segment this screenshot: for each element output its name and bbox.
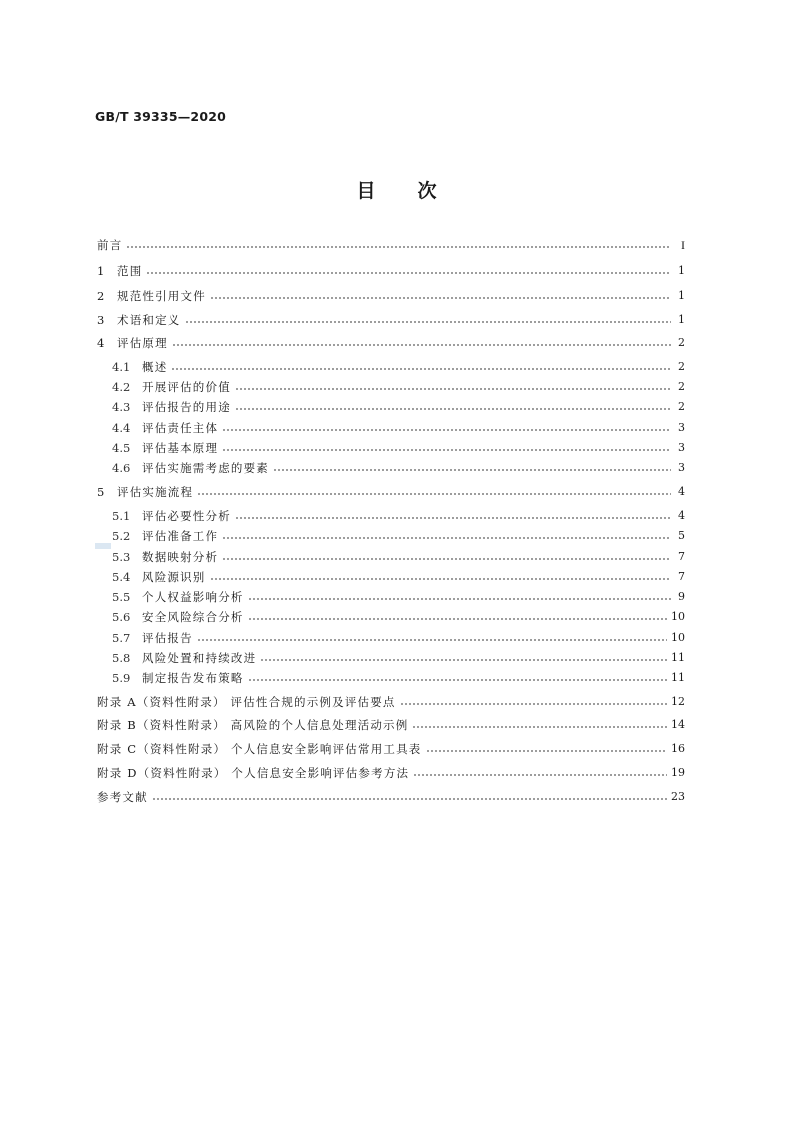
- toc-entry-number: 4.3: [112, 400, 131, 414]
- toc-dot-leader: [152, 798, 667, 800]
- toc-entry[interactable]: [112, 397, 685, 417]
- toc-dot-leader: [185, 321, 672, 323]
- toc-entry-page: 3: [678, 441, 685, 454]
- toc-dot-leader: [172, 344, 671, 346]
- toc-entry-number: 4.1: [112, 360, 131, 374]
- toc-entry-page: 10: [671, 610, 685, 623]
- toc-entry-label: 评估实施流程: [117, 485, 194, 499]
- toc-entry-label: 附录 D（资料性附录） 个人信息安全影响评估参考方法: [97, 766, 410, 780]
- standard-code: GB/T 39335—2020: [95, 109, 227, 124]
- toc-entry[interactable]: [112, 418, 685, 438]
- toc-entry-label: 术语和定义: [117, 313, 181, 327]
- toc-entry-page: 19: [671, 766, 685, 779]
- toc-entry-page: 23: [671, 790, 685, 803]
- toc-entry-number: 4.5: [112, 441, 131, 455]
- toc-dot-leader: [260, 659, 667, 661]
- toc-entry-label: 开展评估的价值: [142, 380, 231, 394]
- toc-dot-leader: [222, 429, 671, 431]
- toc-entry[interactable]: [112, 587, 685, 607]
- toc-entry-label: 规范性引用文件: [117, 289, 206, 303]
- toc-dot-leader: [235, 408, 671, 410]
- toc-entry[interactable]: [97, 261, 685, 281]
- toc-entry-page: 7: [678, 550, 685, 563]
- toc-entry-label: 评估基本原理: [142, 441, 219, 455]
- toc-entry-page: 3: [678, 461, 685, 474]
- toc-dot-leader: [146, 272, 671, 274]
- toc-entry-page: 11: [671, 671, 685, 684]
- toc-entry-number: 4.4: [112, 421, 131, 435]
- toc-dot-leader: [426, 750, 667, 752]
- toc-entry-label: 范围: [117, 264, 143, 278]
- toc-entry[interactable]: [112, 648, 685, 668]
- toc-entry-label: 附录 B（资料性附录） 高风险的个人信息处理活动示例: [97, 718, 409, 732]
- toc-dot-leader: [222, 537, 671, 539]
- toc-entry[interactable]: [97, 482, 685, 502]
- toc-dot-leader: [248, 598, 671, 600]
- toc-entry-number: 5.1: [112, 509, 131, 523]
- toc-entry[interactable]: [112, 628, 685, 648]
- toc-dot-leader: [273, 469, 671, 471]
- toc-entry-page: 2: [678, 400, 685, 413]
- toc-entry-number: 1: [97, 264, 105, 278]
- toc-entry[interactable]: [112, 526, 685, 546]
- toc-entry-page: 3: [678, 421, 685, 434]
- toc-entry[interactable]: [97, 333, 685, 353]
- toc-entry[interactable]: [112, 506, 685, 526]
- toc-entry[interactable]: [97, 787, 685, 807]
- toc-entry-page: I: [681, 238, 685, 252]
- toc-dot-leader: [126, 246, 671, 248]
- toc-entry[interactable]: [97, 715, 685, 735]
- toc-entry-label: 评估报告的用途: [142, 400, 231, 414]
- toc-dot-leader: [197, 639, 667, 641]
- toc-dot-leader: [171, 368, 671, 370]
- toc-entry[interactable]: [112, 547, 685, 567]
- toc-entry[interactable]: [112, 668, 685, 688]
- toc-dot-leader: [248, 679, 667, 681]
- toc-entry-label: 概述: [142, 360, 168, 374]
- toc-entry-page: 1: [678, 289, 685, 302]
- toc-entry[interactable]: [97, 310, 685, 330]
- toc-entry-number: 5: [97, 485, 105, 499]
- toc-entry-page: 2: [678, 380, 685, 393]
- toc-entry-number: 5.7: [112, 631, 131, 645]
- toc-dot-leader: [412, 726, 667, 728]
- toc-entry[interactable]: [112, 377, 685, 397]
- toc-entry-page: 2: [678, 336, 685, 349]
- toc-dot-leader: [222, 449, 671, 451]
- toc-dot-leader: [235, 388, 671, 390]
- toc-entry-page: 10: [671, 631, 685, 644]
- title-char-2: 次: [417, 180, 437, 202]
- toc-entry-number: 5.4: [112, 570, 131, 584]
- toc-entry-label: 制定报告发布策略: [142, 671, 244, 685]
- toc-dot-leader: [400, 703, 667, 705]
- toc-entry-label: 评估实施需考虑的要素: [142, 461, 269, 475]
- toc-entry[interactable]: [97, 763, 685, 783]
- toc-entry-label: 参考文献: [97, 790, 148, 804]
- toc-entry-label: 评估必要性分析: [142, 509, 231, 523]
- toc-entry-label: 个人权益影响分析: [142, 590, 244, 604]
- toc-entry[interactable]: [97, 739, 685, 759]
- toc-entry-number: 5.6: [112, 610, 131, 624]
- toc-dot-leader: [222, 558, 671, 560]
- toc-entry-number: 5.3: [112, 550, 131, 564]
- toc-entry-label: 评估责任主体: [142, 421, 219, 435]
- toc-entry-label: 安全风险综合分析: [142, 610, 244, 624]
- title-char-1: 目: [356, 180, 376, 202]
- toc-entry[interactable]: [112, 438, 685, 458]
- toc-entry-label: 数据映射分析: [142, 550, 219, 564]
- toc-entry-label: 评估报告: [142, 631, 193, 645]
- toc-dot-leader: [197, 493, 671, 495]
- toc-entry-number: 4: [97, 336, 105, 350]
- toc-entry[interactable]: [97, 692, 685, 712]
- toc-entry-page: 9: [678, 590, 685, 603]
- toc-entry-label: 风险源识别: [142, 570, 206, 584]
- toc-entry-label: 附录 C（资料性附录） 个人信息安全影响评估常用工具表: [97, 742, 422, 756]
- toc-entry-page: 4: [678, 509, 685, 522]
- toc-dot-leader: [235, 517, 671, 519]
- toc-entry-number: 3: [97, 313, 105, 327]
- toc-entry-number: 5.8: [112, 651, 131, 665]
- toc-entry-label: 评估原理: [117, 336, 168, 350]
- toc-entry[interactable]: [97, 286, 685, 306]
- toc-entry-page: 16: [671, 742, 685, 755]
- toc-entry-label: 前言: [97, 238, 123, 252]
- toc-entry-page: 12: [671, 695, 685, 708]
- toc-entry-label: 评估准备工作: [142, 529, 219, 543]
- toc-entry[interactable]: [112, 607, 685, 627]
- toc-entry-page: 1: [678, 264, 685, 277]
- toc-entry-label: 附录 A（资料性附录） 评估性合规的示例及评估要点: [97, 695, 396, 709]
- toc-entry[interactable]: [112, 357, 685, 377]
- toc-entry-page: 14: [671, 718, 685, 731]
- toc-dot-leader: [210, 297, 671, 299]
- toc-entry-number: 2: [97, 289, 105, 303]
- toc-entry-page: 7: [678, 570, 685, 583]
- toc-entry-page: 1: [678, 313, 685, 326]
- toc-entry-label: 风险处置和持续改进: [142, 651, 257, 665]
- toc-entry-page: 2: [678, 360, 685, 373]
- toc-entry-number: 5.5: [112, 590, 131, 604]
- toc-entry[interactable]: [97, 235, 685, 255]
- toc-entry-page: 4: [678, 485, 685, 498]
- toc-entry-page: 5: [678, 529, 685, 542]
- toc-entry-number: 4.2: [112, 380, 131, 394]
- toc-entry-number: 5.2: [112, 529, 131, 543]
- toc-entry-number: 4.6: [112, 461, 131, 475]
- toc-entry[interactable]: [112, 567, 685, 587]
- toc-dot-leader: [210, 578, 672, 580]
- toc-entry-number: 5.9: [112, 671, 131, 685]
- toc-dot-leader: [413, 774, 667, 776]
- toc-entry-page: 11: [671, 651, 685, 664]
- toc-dot-leader: [248, 618, 667, 620]
- toc-entry[interactable]: [112, 458, 685, 478]
